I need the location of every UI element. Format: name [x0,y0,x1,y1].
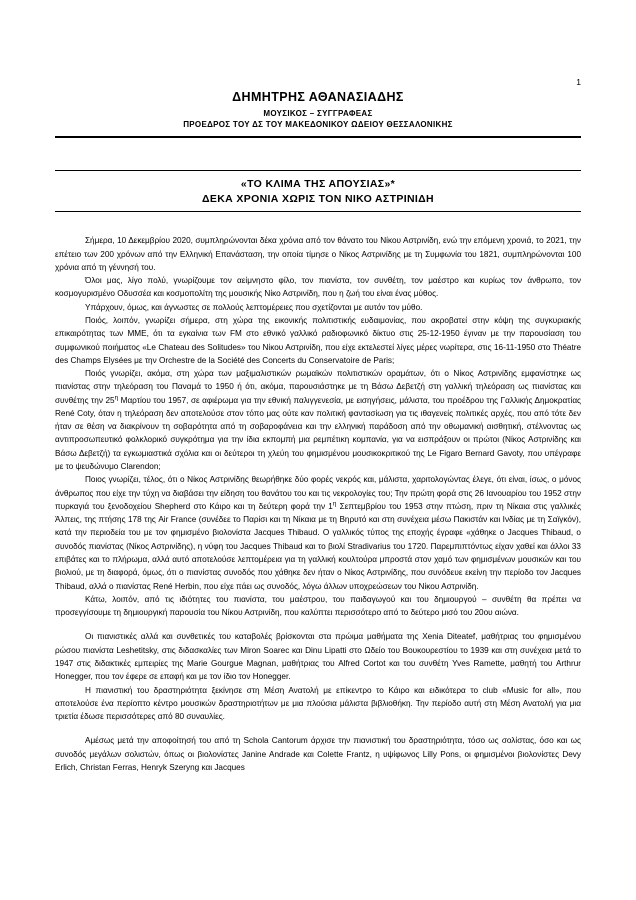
paragraph-part: Ποιος γνωρίζει, τέλος, ότι ο Νίκος Αστρινίδης θεωρήθηκε δύο φορές νεκρός και, μάλιστα, χαριτολογώντας έλεγε, ότι είναι, ίσως, ο μόνος άνθρωπος που είχε την τύχη να διαβάσει την είδηση του θανάτου του και τις νεκρολογίες του; Την πρώτη φορά στις 26 Ιανουαρίου του 1952 στην πυρκαγιά του ξενοδοχείου Shepherd στο Κάιρο και τη δεύτερη φορά την 1 [55,475,581,511]
author-name: ΔΗΜΗΤΡΗΣ ΑΘΑΝΑΣΙΑΔΗΣ [232,90,404,104]
paragraph-part: Ποιός γνωρίζει, ακόμα, στη χώρα των μαξιμαλιστικών ρωμαϊκών πολιτιστικών οραμάτων, ότι ο Νίκος Αστρινίδης εμφανίστηκε ως πιανίστας στην τηλεόραση του Παναμά το 1950 ή ότι, ακόμα, παρουσιάστηκε με τη Βάσω Δεβετζή στη γαλλική τηλεόραση ως πιανίστας και συνθέτης την 25 [55,369,581,405]
paragraph: Υπάρχουν, όμως, και άγνωστες σε πολλούς λεπτομέρειες που σχετίζονται με αυτόν τον μύθο. [85,302,423,312]
paragraph [55,473,581,593]
paragraph-part: Σεπτεμβρίου του 1953 στην πτώση, πριν τη Νίκαια στις γαλλικές Άλπεις, της πτήσης 178 της Air France (συνέδεε το Παρίσι και τη Νίκαια με τη Βηρυτό και στη συνέχεια μέσω Πακιστάν και Ινδίας με τη Σαϊγκόν), κατά την περιοδεία του με τον φημισμένο βιολονίστα Jacques Thibaud. Ο γαλλικός τύπος της εποχής έγραφε «χάθηκε ο Jacques Thibaud, ο συνοδός πιανίστας (Νίκος Αστρινίδης), η νύφη του Jacques Thibaud και το βιολί Stradivarius του 1720. Παρεμπιπτόντως είχαν χαθεί και άλλοι 33 επιβάτες και το πλήρωμα, αλλά αυτό αποτελούσε λεπτομέρεια για τη γαλλική κουλτούρα μπροστά στον χαμό των φημισμένων μουσικών και του βιολιού, με τη διαφορά, όμως, ότι ο πιανίστας συνοδός που χάθηκε δεν ήταν ο Νίκος Αστρινίδης, που συνόδευε εκείνη την περίοδο τον Jacques Thibaud, αλλά ο πιανίστας René Herbin, που είχε πάει ως συνοδός, λόγω άλλων υποχρεώσεων του Νίκου Αστρινίδη. [55,501,582,591]
paragraph: Κάτω, λοιπόν, από τις ιδιότητες του πιανίστα, του μαέστρου, του παιδαγωγού και του δημιουργού – συνθέτη θα πρέπει να προσεγγίσουμε τη δημιουργική παρουσία του Νίκου Αστρινίδη, που καλύπτει περισσότερο από το δεύτερο μισό του 20ου αιώνα. [55,594,581,618]
paragraph [55,367,581,473]
paragraph: Αμέσως μετά την αποφοίτησή του από τη Schola Cantorum άρχισε την πιανιστική του δραστηριότητα, τόσο ως σολίστας, όσο και ως συνοδός μεγάλων σολιστών, όπως οι βιολονίστες Janine Andrade και Colette Frantz, η υψίφωνος Lilly Pons, οι φημισμένοι βιολονίστες Devy Erlich, Christan Ferras, Henryk Szeryng και Jacques [55,736,581,772]
paragraph: Σήμερα, 10 Δεκεμβρίου 2020, συμπληρώνονται δέκα χρόνια από τον θάνατο του Νίκου Αστρινίδη, ενώ την επόμενη χρονιά, το 2021, την επέτειο των 200 χρόνων από την Ελληνική Επανάσταση, την οποία τίμησε ο Νίκος Αστρινίδης με τη Συμφωνία του 1821, συμπληρώνονται 100 χρόνια από τη γέννησή του. [55,236,581,272]
page-number: 1 [576,77,581,87]
paragraph: Ποιός, λοιπόν, γνωρίζει σήμερα, στη χώρα της εικονικής πολιτιστικής ευδαιμονίας, που ακροβατεί στην κόψη της συγκυριακής επικαιρότητας των ΜΜΕ, ότι τα εγκαίνια των FM στο εθνικό γαλλικό ραδιοφωνικό δίκτυο στις 25-12-1950 έγιναν με την παρουσίαση του συμφωνικού ποιήματος «Le Chateau des Solitudes» του Νίκου Αστρινίδη, που είχε εκτελεστεί λίγες μέρες νωρίτερα, στις 16-11-1950 στο Théatre des Champs Elysées με την Orchestre de la Société des Concerts du Conservatoire de Paris; [55,315,581,365]
paragraph-part: Μαρτίου του 1957, σε αφιέρωμα για την εθνική παλιγγενεσία, με εισηγήσεις, μάλιστα, του προέδρου της Γαλλικής Δημοκρατίας René Coty, όταν η τηλεόραση δεν αποτελούσε στον τόπο μας ούτε καν πολιτική φαντασίωση για τις ιθαγενείς πολιτικές αρχές, που από τότε δεν ήταν σε θέση να διακρίνουν τη σοβαρότητα από τη σοβαροφάνεια και την ελληνική παράδοση από την οθωμανική αισθητική, στέλνοντας ως αντιπροσωπευτικό φολκλορικό συγκρότημα για την ίδια εκπομπή μια ρεμπέτικη κομπανία, για να εισπράξουν οι πρώτοι (Νίκος Αστρινίδης και Βάσω Δεβετζή) τα εγκωμιαστικά σχόλια και οι δεύτεροι τη χλεύη του φημισμένου μουσικοκριτικού της Le Figaro Bernard Gavoty, που υπέγραφε με το ψευδώνυμο Clarendon; [55,395,581,472]
ordinal-suffix: η [114,393,119,401]
title-block [55,171,581,211]
title-section [55,170,581,212]
author-organization: ΠΡΟΕΔΡΟΣ ΤΟΥ ΔΣ ΤΟΥ ΜΑΚΕΔΟΝΙΚΟΥ ΩΔΕΙΟΥ ΘΕΣΣΑΛΟΝΙΚΗΣ [183,120,453,130]
document-body [55,234,581,774]
title-line-2: ΔΕΚΑ ΧΡΟΝΙΑ ΧΩΡΙΣ ΤΟΝ ΝΙΚΟ ΑΣΤΡΙΝΙΔΗ [201,193,434,206]
header-rule [55,136,581,138]
paragraph: Όλοι μας, λίγο πολύ, γνωρίζουμε τον αείμνηστο φίλο, τον πιανίστα, τον συνθέτη, τον μαέστρο και κυρίως τον άνθρωπο, τον κοσμογυρισμένο Οδυσσέα και κοσμοπολίτη της μουσικής Νίκο Αστρινίδη, που η ζωή του είναι ένας μύθος. [55,276,581,299]
document-header [55,90,581,138]
title-line-1: «ΤΟ ΚΛΙΜΑ ΤΗΣ ΑΠΟΥΣΙΑΣ»* [240,177,396,190]
paragraph: Η πιανιστική του δραστηριότητα ξεκίνησε στη Μέση Ανατολή με επίκεντρο το Κάιρο και ειδικότερα το club «Music for all», που αποτελούσε ένα περίοπτο κέντρο μουσικών δραστηριοτήτων με μια πλούσια μάλιστα βιβλιοθήκη. Την περίοδο αυτή στη Μέση Ανατολή για μια τριετία έδωσε περισσότερες από 80 συναυλίες. [55,685,581,722]
title-rule-bottom [55,211,581,212]
author-role: ΜΟΥΣΙΚΟΣ – ΣΥΓΓΡΑΦΕΑΣ [263,108,373,118]
paragraph: Οι πιανιστικές αλλά και συνθετικές του καταβολές βρίσκονται στα πρώιμα μαθήματα της Xenia Diteatef, μαθήτριας του φημισμένου ρώσου πιανίστα Leshetitsky, στις διδασκαλίες των Miron Soarec και Dinu Lipatti στο Ωδείο του Βουκουρεστίου το 1939 και στη συνέχεια μετά το 1947 στις διδακτικές εμπειρίες της Marie Gourgue Magnan, μαθήτριας του Alfred Cortot και του συνθέτη Yves Ramette, μαθητή του Arthrur Honegger, που τον έφερε σε επαφή και με τον ίδιο τον Honegger. [55,632,581,682]
ordinal-suffix: η [332,500,337,508]
